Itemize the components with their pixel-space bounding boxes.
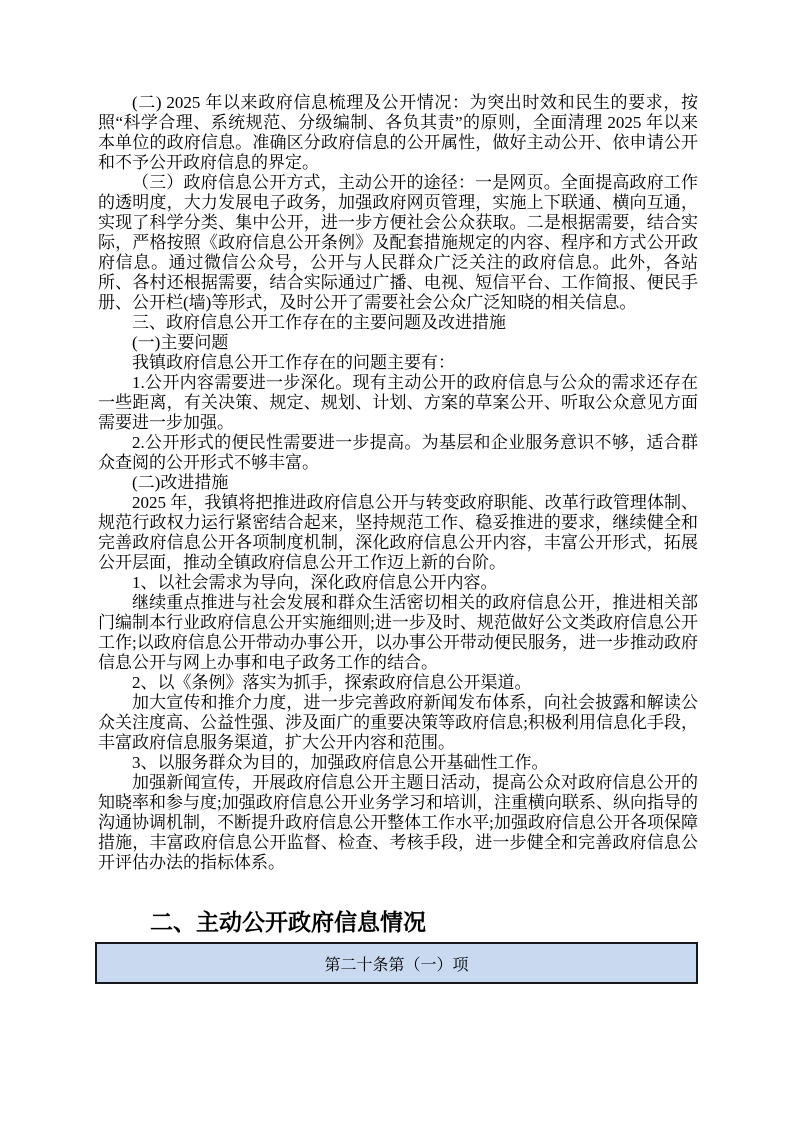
paragraph-measure-1-title: 1、以社会需求为导向，深化政府信息公开内容。 bbox=[132, 573, 498, 592]
section-heading-proactive-disclosure: 二、主动公开政府信息情况 bbox=[150, 909, 426, 935]
paragraph-measure-2-detail: 加大宣传和推介力度，进一步完善政府新闻发布体系，向社会披露和解读公众关注度高、公益性强、涉及面广的重要决策等政府信息;积极利用信息化手段，丰富政府信息服务渠道，扩大公开内容和范围。 bbox=[98, 693, 698, 752]
banner-article-row bbox=[95, 942, 698, 984]
paragraph-problem-1: 1.公开内容需要进一步深化。现有主动公开的政府信息与公众的需求还存在一些距离，有关决策、规定、规划、计划、方案的草案公开、听取公众意见方面需要进一步加强。 bbox=[98, 373, 698, 432]
paragraph-problem-2: 2.公开形式的便民性需要进一步提高。为基层和企业服务意识不够，适合群众查阅的公开形式不够丰富。 bbox=[98, 433, 698, 472]
heading-problems-and-measures: 三、政府信息公开工作存在的主要问题及改进措施 bbox=[132, 313, 506, 332]
paragraph-problems-intro: 我镇政府信息公开工作存在的问题主要有： bbox=[132, 353, 455, 372]
subheading-improvement-measures: (二)改进措施 bbox=[132, 473, 229, 492]
paragraph-measures-intro: 2025 年，我镇将把推进政府信息公开与转变政府职能、改革行政管理体制、规范行政权力运行紧密结合起来，坚持规范工作、稳妥推进的要求，继续健全和完善政府信息公开各项制度机制，深化政府信息公开内容，丰富公开形式，拓展公开层面，推动全镇政府信息公开工作迈上新的台阶。 bbox=[98, 493, 698, 572]
paragraph-measure-3-title: 3、以服务群众为目的，加强政府信息公开基础性工作。 bbox=[132, 753, 549, 772]
paragraph-measure-3-detail: 加强新闻宣传，开展政府信息公开主题日活动，提高公众对政府信息公开的知晓率和参与度;加强政府信息公开业务学习和培训，注重横向联系、纵向指导的沟通协调机制，不断提升政府信息公开整体工作水平;加强政府信息公开各项保障措施，丰富政府信息公开监督、检查、考核手段，进一步健全和完善政府信息公开评估办法的指标体系。 bbox=[98, 773, 698, 872]
paragraph-measure-1-detail: 继续重点推进与社会发展和群众生活密切相关的政府信息公开，推进相关部门编制本行业政府信息公开实施细则;进一步及时、规范做好公文类政府信息公开工作;以政府信息公开带动办事公开，以办事公开带动便民服务，进一步推动政府信息公开与网上办事和电子政务工作的结合。 bbox=[98, 593, 698, 672]
paragraph-info-review: (二) 2025 年以来政府信息梳理及公开情况：为突出时效和民生的要求，按照“科学合理、系统规范、分级编制、各负其责”的原则，全面清理 2025 年以来本单位的政府信息。准确区分政府信息的公开属性，做好主动公开、依申请公开和不予公开政府信息的界定。 bbox=[98, 93, 698, 172]
paragraph-measure-2-title: 2、以《条例》落实为抓手，探索政府信息公开渠道。 bbox=[132, 673, 532, 692]
paragraph-disclosure-methods: （三）政府信息公开方式，主动公开的途径：一是网页。全面提高政府工作的透明度，大力发展电子政务，加强政府网页管理，实施上下联通、横向互通，实现了科学分类、集中公开，进一步方便社会公众获取。二是根据需要，结合实际，严格按照《政府信息公开条例》及配套措施规定的内容、程序和方式公开政府信息。通过微信公众号，公开与人民群众广泛关注的政府信息。此外，各站所、各村还根据需要，结合实际通过广播、电视、短信平台、工作简报、便民手册、公开栏(墙)等形式，及时公开了需要社会公众广泛知晓的相关信息。 bbox=[98, 173, 698, 312]
subheading-main-problems: (一)主要问题 bbox=[132, 333, 229, 352]
banner-label: 第二十条第（一）项 bbox=[324, 956, 469, 974]
